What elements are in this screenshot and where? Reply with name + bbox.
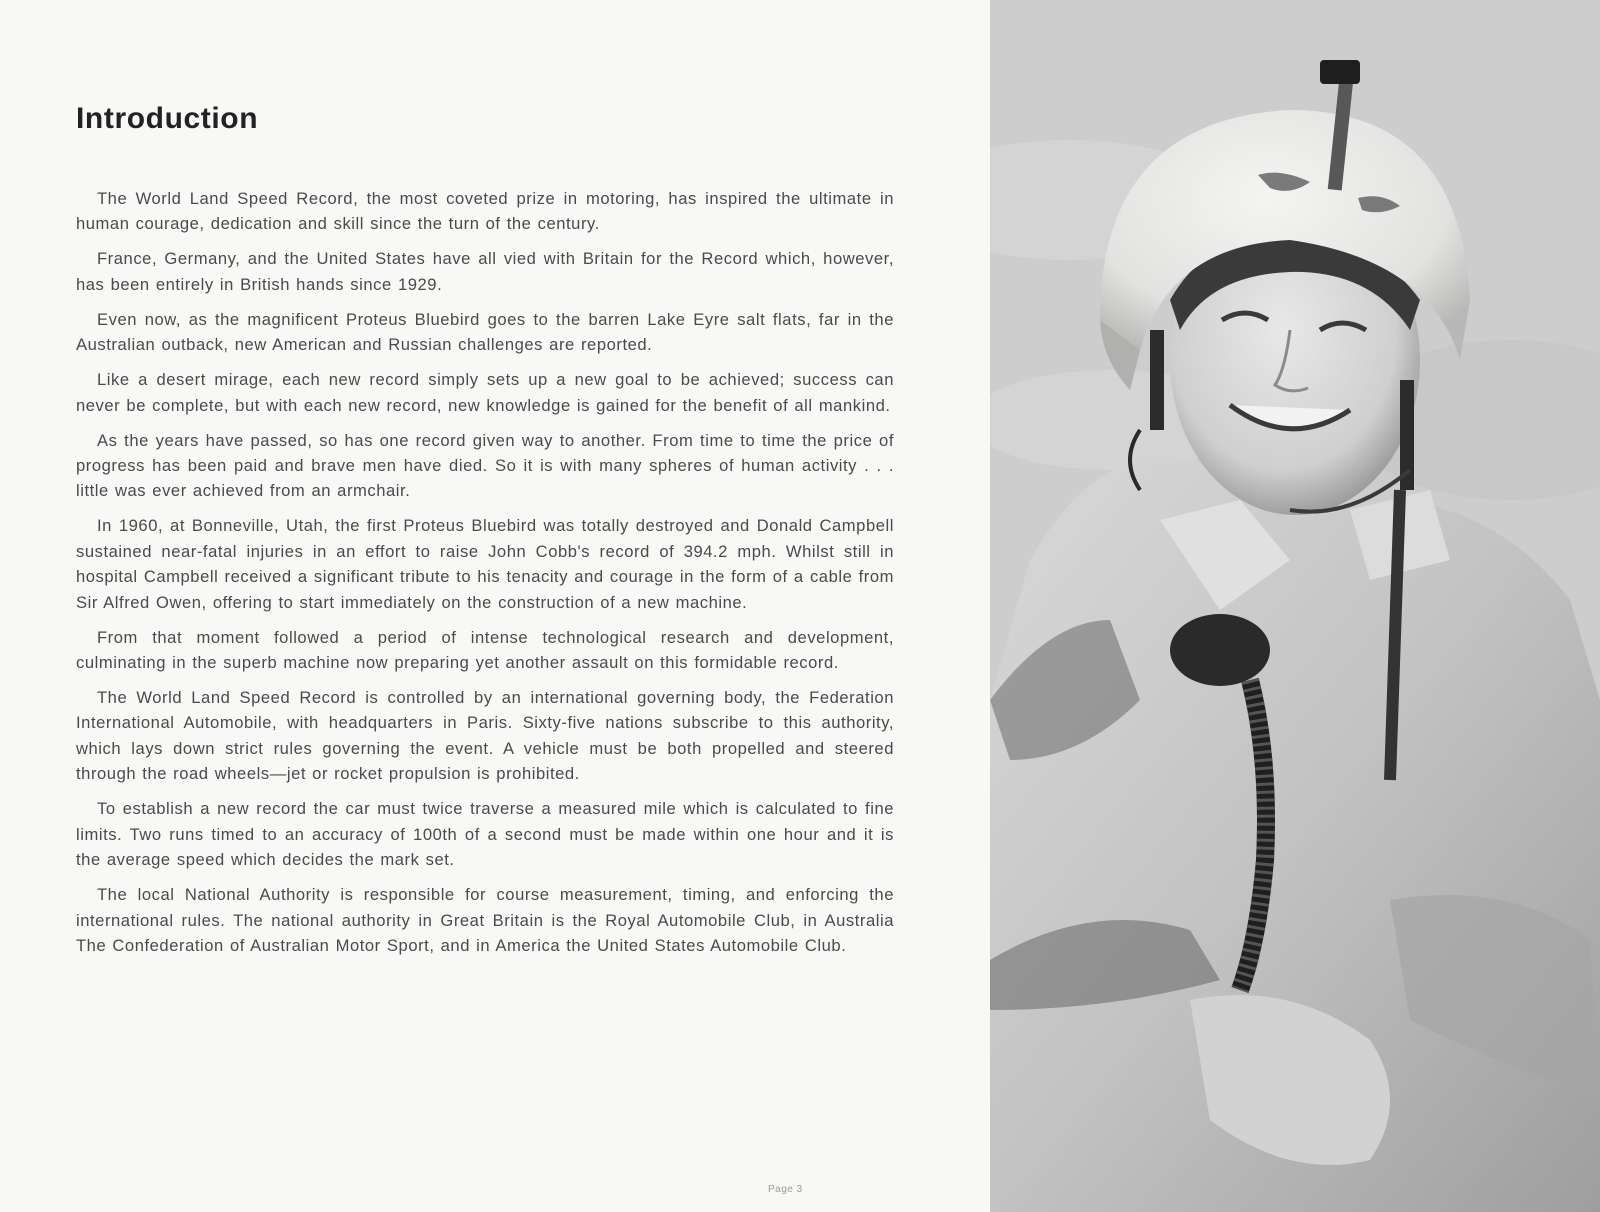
paragraph: To establish a new record the car must twice traverse a measured mile which is calculated to fine limits. Two runs timed to an accuracy of 100th of a second must be made within one hour and it is the average speed which decides the mark set. — [76, 799, 894, 870]
paragraph: The World Land Speed Record is controlled by an international governing body, the Federation International Automobile, with headquarters in Paris. Sixty-five nations subscribe to this authority, which lays down strict rules governing the event. A vehicle must be both propelled and steered through the road wheels—jet or rocket propulsion is prohibited. — [76, 688, 894, 784]
paragraph: From that moment followed a period of intense technological research and development, culminating in the superb machine now preparing yet another assault on this formidable record. — [76, 627, 894, 673]
paragraph: Even now, as the magnificent Proteus Bluebird goes to the barren Lake Eyre salt flats, far in the Australian outback, new American and Russian challenges are reported. — [76, 309, 894, 355]
body-text — [76, 186, 894, 968]
paragraph: Like a desert mirage, each new record simply sets up a new goal to be achieved; success can never be complete, but with each new record, new knowledge is gained for the benefit of all mankind. — [76, 370, 894, 415]
paragraph: As the years have passed, so has one record given way to another. From time to time the price of progress has been paid and brave men have died. So it is with many spheres of human activity . . . little was ever achieved from an armchair. — [76, 430, 894, 501]
portrait-photo — [990, 0, 1600, 1212]
paragraph: In 1960, at Bonneville, Utah, the first Proteus Bluebird was totally destroyed and Donald Campbell sustained near-fatal injuries in an effort to raise John Cobb's record of 394.2 mph. Whilst still in hospital Campbell received a significant tribute to his tenacity and courage in the form of a cable from Sir Alfred Owen, offering to start immediately on the construction of a new machine. — [76, 516, 894, 612]
paragraph: France, Germany, and the United States have all vied with Britain for the Record which, however, has been entirely in British hands since 1929. — [76, 249, 894, 294]
paragraph: The World Land Speed Record, the most coveted prize in motoring, has inspired the ultimate in human courage, dedication and skill since the turn of the century. — [76, 189, 894, 234]
page-number: Page 3 — [768, 1184, 803, 1195]
portrait-illustration — [990, 0, 1600, 1212]
page-title: Introduction — [76, 102, 259, 135]
paragraph: The local National Authority is responsible for course measurement, timing, and enforcing the international rules. The national authority in Great Britain is the Royal Automobile Club, in Australia The Confederation of Australian Motor Sport, and in America the United States Automobile Club. — [76, 885, 894, 955]
